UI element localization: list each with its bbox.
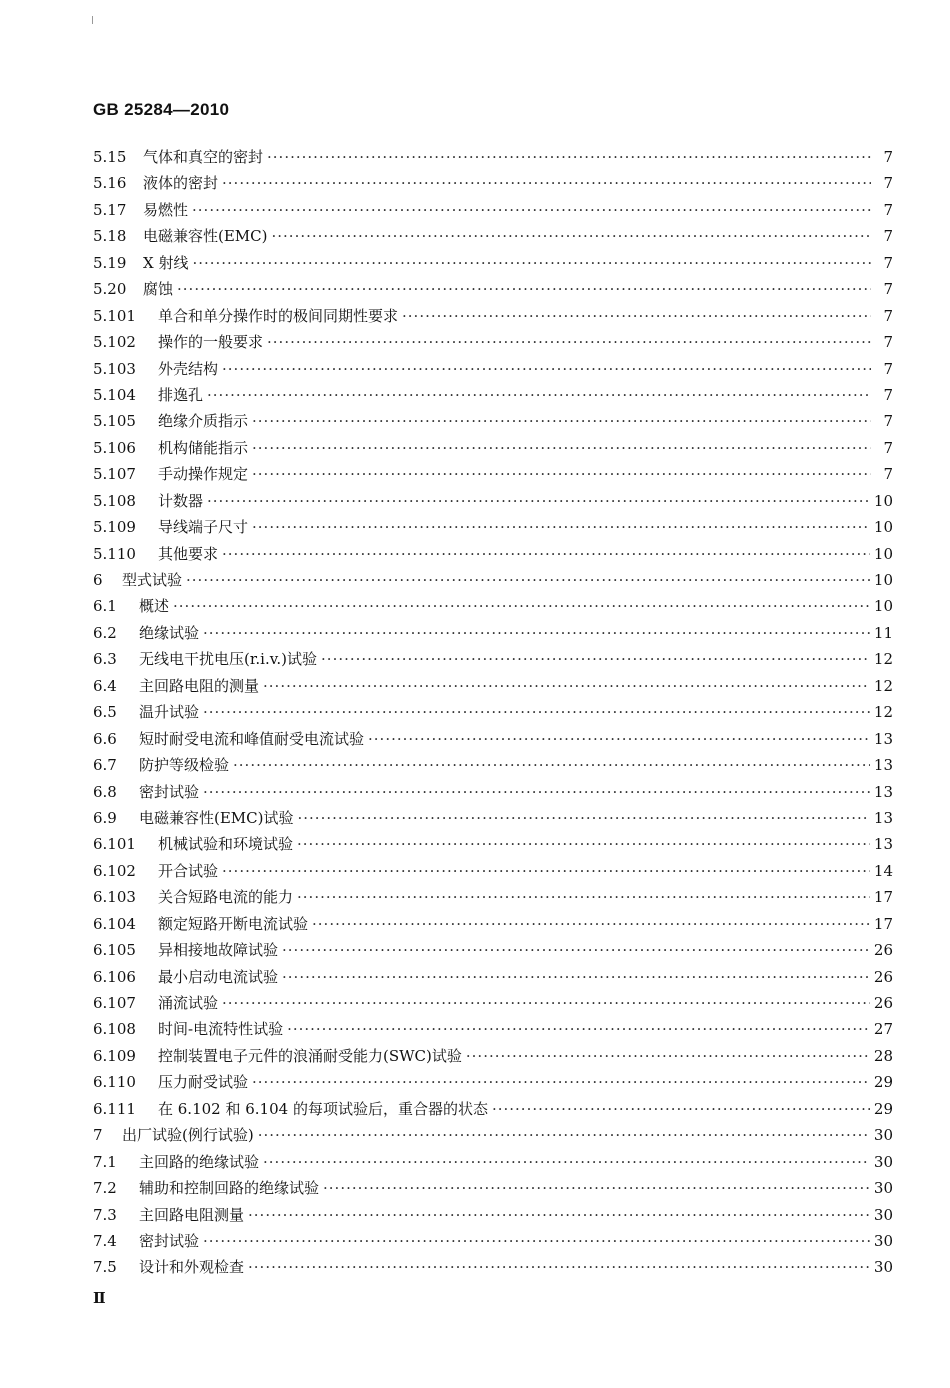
toc-dot-leader: [222, 170, 871, 196]
toc-entry: [93, 435, 893, 461]
toc-dot-leader: [203, 699, 870, 725]
toc-entry-title: 主回路电阻测量: [139, 1205, 245, 1224]
toc-entry-page: 10: [873, 544, 893, 563]
toc-dot-leader: [173, 593, 870, 619]
toc-entry-page: 7: [883, 465, 893, 484]
toc-entry-title: 主回路的绝缘试验: [139, 1152, 260, 1171]
toc-entry-number: 7.5: [93, 1258, 117, 1277]
toc-entry-title: 外壳结构: [158, 359, 219, 378]
toc-entry-number: 6.110: [93, 1073, 136, 1092]
toc-entry: [93, 805, 893, 831]
toc-entry-page: 17: [873, 914, 893, 933]
toc-entry-page: 26: [873, 994, 893, 1012]
toc-entry-number: 6.105: [93, 941, 136, 960]
toc-entry-page: 14: [873, 861, 893, 880]
toc-entry-page: 11: [873, 623, 893, 642]
toc-entry-title: 机械试验和环境试验: [158, 835, 294, 854]
toc-entry-title: 操作的一般要求: [158, 333, 264, 352]
toc-entry-title: 单合和单分操作时的极间同期性要求: [158, 306, 399, 325]
toc-dot-leader: [248, 1254, 870, 1280]
toc-entry-title: 导线端子尺寸: [158, 518, 249, 537]
toc-entry-page: 13: [873, 756, 893, 775]
toc-entry: [93, 646, 893, 672]
toc-entry-page: 7: [883, 359, 893, 378]
toc-entry: [93, 488, 893, 514]
toc-entry-title: 设计和外观检查: [139, 1258, 245, 1277]
toc-entry: [93, 250, 893, 276]
toc-entry: [93, 1254, 893, 1280]
toc-entry-page: 10: [873, 571, 893, 589]
toc-dot-leader: [287, 1016, 870, 1042]
toc-entry-title: 计数器: [158, 491, 204, 510]
toc-dot-leader: [272, 223, 872, 249]
toc-dot-leader: [177, 276, 871, 302]
toc-entry-title: 关合短路电流的能力: [158, 888, 294, 907]
toc-entry-page: 7: [883, 280, 893, 299]
toc-entry-title: 易燃性: [143, 200, 189, 219]
toc-entry-number: 6.7: [93, 756, 117, 775]
toc-dot-leader: [323, 1175, 870, 1201]
toc-dot-leader: [252, 461, 871, 487]
toc-entry-number: 6.8: [93, 782, 117, 801]
toc-entry-number: 7.1: [93, 1152, 117, 1171]
toc-entry-title: 主回路电阻的测量: [139, 676, 260, 695]
toc-entry-page: 7: [883, 333, 893, 352]
toc-entry-number: 5.103: [93, 359, 136, 378]
toc-entry-page: 7: [883, 227, 893, 246]
toc-entry-title: 压力耐受试验: [158, 1073, 249, 1092]
toc-dot-leader: [263, 673, 870, 699]
toc-entry-title: 控制装置电子元件的浪涌耐受能力(SWC)试验: [158, 1046, 462, 1065]
toc-entry: [93, 1122, 893, 1148]
toc-dot-leader: [368, 726, 870, 752]
toc-entry-page: 13: [873, 808, 893, 827]
toc-entry-title: 腐蚀: [143, 280, 174, 299]
toc-entry-number: 7.4: [93, 1231, 117, 1250]
toc-entry-page: 10: [873, 491, 893, 510]
toc-entry: [93, 1175, 893, 1201]
toc-dot-leader: [252, 408, 871, 434]
toc-dot-leader: [186, 567, 870, 593]
toc-entry: [93, 1043, 893, 1069]
toc-dot-leader: [282, 937, 870, 963]
toc-dot-leader: [312, 911, 870, 937]
toc-entry: [93, 699, 893, 725]
toc-entry-title: 绝缘试验: [139, 623, 200, 642]
toc-entry-title: 电磁兼容性(EMC)试验: [139, 808, 294, 827]
toc-entry: [93, 170, 893, 196]
toc-entry-title: 电磁兼容性(EMC): [143, 227, 268, 246]
toc-entry-title: 排逸孔: [158, 385, 204, 404]
toc-dot-leader: [222, 541, 870, 567]
toc-entry-page: 12: [873, 650, 893, 669]
toc-entry-title: 手动操作规定: [158, 465, 249, 484]
toc-dot-leader: [267, 144, 871, 170]
toc-entry-title: 在 6.102 和 6.104 的每项试验后，重合器的状态: [158, 1099, 488, 1118]
toc-entry-number: 6.104: [93, 914, 136, 933]
toc-entry-page: 7: [883, 253, 893, 272]
toc-entry-page: 13: [873, 782, 893, 801]
toc-entry: [93, 1096, 893, 1122]
toc-entry-title: 最小启动电流试验: [158, 967, 279, 986]
toc-dot-leader: [203, 779, 870, 805]
toc-entry-number: 7: [93, 1126, 103, 1145]
toc-dot-leader: [207, 488, 870, 514]
toc-entry-page: 26: [873, 941, 893, 960]
toc-entry: [93, 541, 893, 567]
toc-entry-page: 13: [873, 835, 893, 854]
toc-entry: [93, 779, 893, 805]
toc-entry-page: 7: [883, 306, 893, 325]
toc-entry: [93, 356, 893, 382]
toc-dot-leader: [252, 514, 870, 540]
toc-entry: [93, 382, 893, 408]
toc-entry: [93, 937, 893, 963]
toc-entry: [93, 223, 893, 249]
toc-dot-leader: [222, 990, 870, 1016]
toc-entry: [93, 752, 893, 778]
toc-entry: [93, 461, 893, 487]
toc-entry-number: 6.5: [93, 703, 117, 722]
toc-entry: [93, 911, 893, 937]
document-code: GB 25284—2010: [93, 100, 230, 119]
toc-entry-title: 开合试验: [158, 861, 219, 880]
toc-entry-number: 5.106: [93, 438, 136, 457]
toc-entry-number: 5.107: [93, 465, 136, 484]
toc-dot-leader: [263, 1149, 870, 1175]
toc-entry-page: 29: [873, 1099, 893, 1118]
toc-entry-title: X 射线: [143, 253, 189, 272]
toc-entry-number: 5.16: [93, 174, 127, 193]
toc-entry-page: 13: [873, 729, 893, 748]
toc-entry-title: 密封试验: [139, 782, 200, 801]
toc-entry-title: 额定短路开断电流试验: [158, 914, 309, 933]
toc-entry: [93, 964, 893, 990]
toc-dot-leader: [222, 356, 871, 382]
toc-dot-leader: [297, 884, 870, 910]
toc-dot-leader: [298, 805, 870, 831]
toc-entry-number: 6.108: [93, 1020, 136, 1039]
toc-dot-leader: [207, 382, 871, 408]
toc-dot-leader: [252, 435, 871, 461]
toc-entry: [93, 726, 893, 752]
toc-entry-number: 6: [93, 571, 103, 589]
toc-entry-page: 10: [873, 518, 893, 537]
toc-entry-number: 5.18: [93, 227, 127, 246]
toc-entry-title: 密封试验: [139, 1231, 200, 1250]
toc-entry-number: 6.111: [93, 1099, 136, 1118]
toc-entry-page: 30: [873, 1231, 893, 1250]
toc-entry-title: 时间-电流特性试验: [158, 1020, 284, 1039]
toc-entry-number: 5.109: [93, 518, 136, 537]
toc-entry-number: 6.101: [93, 835, 136, 854]
toc-entry-number: 5.108: [93, 491, 136, 510]
toc-entry-title: 机构储能指示: [158, 438, 249, 457]
toc-dot-leader: [492, 1096, 870, 1122]
toc-entry-page: 10: [873, 597, 893, 616]
toc-entry: [93, 514, 893, 540]
toc-dot-leader: [321, 646, 870, 672]
toc-dot-leader: [203, 620, 870, 646]
toc-entry: [93, 197, 893, 223]
toc-entry-title: 型式试验: [122, 571, 183, 589]
toc-dot-leader: [192, 197, 871, 223]
toc-entry-page: 7: [883, 200, 893, 219]
toc-entry: [93, 1149, 893, 1175]
toc-entry-page: 26: [873, 967, 893, 986]
toc-entry-title: 其他要求: [158, 544, 219, 563]
toc-entry: [93, 858, 893, 884]
toc-entry-number: 7.2: [93, 1179, 117, 1198]
toc-entry-page: 12: [873, 703, 893, 722]
toc-dot-leader: [258, 1122, 870, 1148]
toc-dot-leader: [252, 1069, 870, 1095]
toc-entry-page: 17: [873, 888, 893, 907]
toc-dot-leader: [466, 1043, 870, 1069]
toc-entry-number: 5.19: [93, 253, 127, 272]
toc-entry-number: 6.107: [93, 994, 136, 1012]
table-of-contents: [93, 144, 893, 1281]
toc-entry-title: 异相接地故障试验: [158, 941, 279, 960]
toc-entry-number: 6.103: [93, 888, 136, 907]
toc-dot-leader: [222, 858, 870, 884]
toc-entry-page: 30: [873, 1126, 893, 1145]
toc-entry-page: 12: [873, 676, 893, 695]
toc-entry: [93, 276, 893, 302]
toc-entry-number: 5.20: [93, 280, 127, 299]
toc-entry: [93, 1228, 893, 1254]
toc-entry-title: 温升试验: [139, 703, 200, 722]
toc-entry-title: 短时耐受电流和峰值耐受电流试验: [139, 729, 365, 748]
toc-dot-leader: [248, 1202, 870, 1228]
toc-entry: [93, 620, 893, 646]
toc-entry-title: 概述: [139, 597, 170, 616]
toc-entry: [93, 593, 893, 619]
toc-entry-number: 6.1: [93, 597, 117, 616]
toc-entry-number: 6.2: [93, 623, 117, 642]
toc-entry: [93, 408, 893, 434]
toc-entry: [93, 329, 893, 355]
toc-entry-title: 绝缘介质指示: [158, 412, 249, 431]
page-number-roman: Ⅱ: [93, 1289, 106, 1307]
toc-entry-number: 5.17: [93, 200, 127, 219]
toc-entry: [93, 673, 893, 699]
toc-entry-number: 5.15: [93, 148, 127, 166]
toc-entry-number: 6.4: [93, 676, 117, 695]
toc-dot-leader: [402, 303, 871, 329]
toc-entry: [93, 567, 893, 593]
toc-dot-leader: [203, 1228, 870, 1254]
toc-entry-number: 5.105: [93, 412, 136, 431]
toc-entry-page: 27: [873, 1020, 893, 1039]
toc-entry: [93, 1202, 893, 1228]
toc-entry: [93, 1069, 893, 1095]
toc-entry-page: 7: [883, 385, 893, 404]
toc-entry-title: 液体的密封: [143, 174, 219, 193]
toc-entry-number: 6.3: [93, 650, 117, 669]
toc-entry-page: 7: [883, 174, 893, 193]
toc-dot-leader: [233, 752, 870, 778]
toc-entry-page: 30: [873, 1152, 893, 1171]
toc-entry-number: 5.104: [93, 385, 136, 404]
toc-entry-number: 6.6: [93, 729, 117, 748]
toc-entry-number: 7.3: [93, 1205, 117, 1224]
toc-entry-number: 6.9: [93, 808, 117, 827]
toc-dot-leader: [267, 329, 871, 355]
toc-entry: [93, 831, 893, 857]
toc-entry-page: 30: [873, 1258, 893, 1277]
toc-entry-page: 28: [873, 1046, 893, 1065]
toc-entry-title: 出厂试验(例行试验): [122, 1126, 254, 1145]
toc-entry: [93, 1016, 893, 1042]
toc-dot-leader: [297, 831, 870, 857]
toc-entry-number: 6.106: [93, 967, 136, 986]
toc-entry-title: 无线电干扰电压(r.i.v.)试验: [139, 650, 318, 669]
toc-entry-title: 防护等级检验: [139, 756, 230, 775]
toc-entry-page: 7: [883, 148, 893, 166]
toc-entry: [93, 144, 893, 170]
toc-entry-page: 7: [883, 438, 893, 457]
toc-entry: [93, 303, 893, 329]
toc-entry-number: 6.109: [93, 1046, 136, 1065]
toc-entry-page: 7: [883, 412, 893, 431]
corner-mark: [92, 16, 93, 24]
toc-entry-title: 辅助和控制回路的绝缘试验: [139, 1179, 320, 1198]
toc-entry-number: 6.102: [93, 861, 136, 880]
toc-entry-number: 5.102: [93, 333, 136, 352]
toc-entry: [93, 884, 893, 910]
toc-dot-leader: [282, 964, 870, 990]
toc-entry-title: 气体和真空的密封: [143, 148, 264, 166]
toc-entry-number: 5.110: [93, 544, 136, 563]
toc-entry: [93, 990, 893, 1016]
toc-entry-title: 涌流试验: [158, 994, 219, 1012]
toc-entry-number: 5.101: [93, 306, 136, 325]
toc-entry-page: 30: [873, 1179, 893, 1198]
toc-entry-page: 30: [873, 1205, 893, 1224]
toc-dot-leader: [192, 250, 871, 276]
toc-entry-page: 29: [873, 1073, 893, 1092]
